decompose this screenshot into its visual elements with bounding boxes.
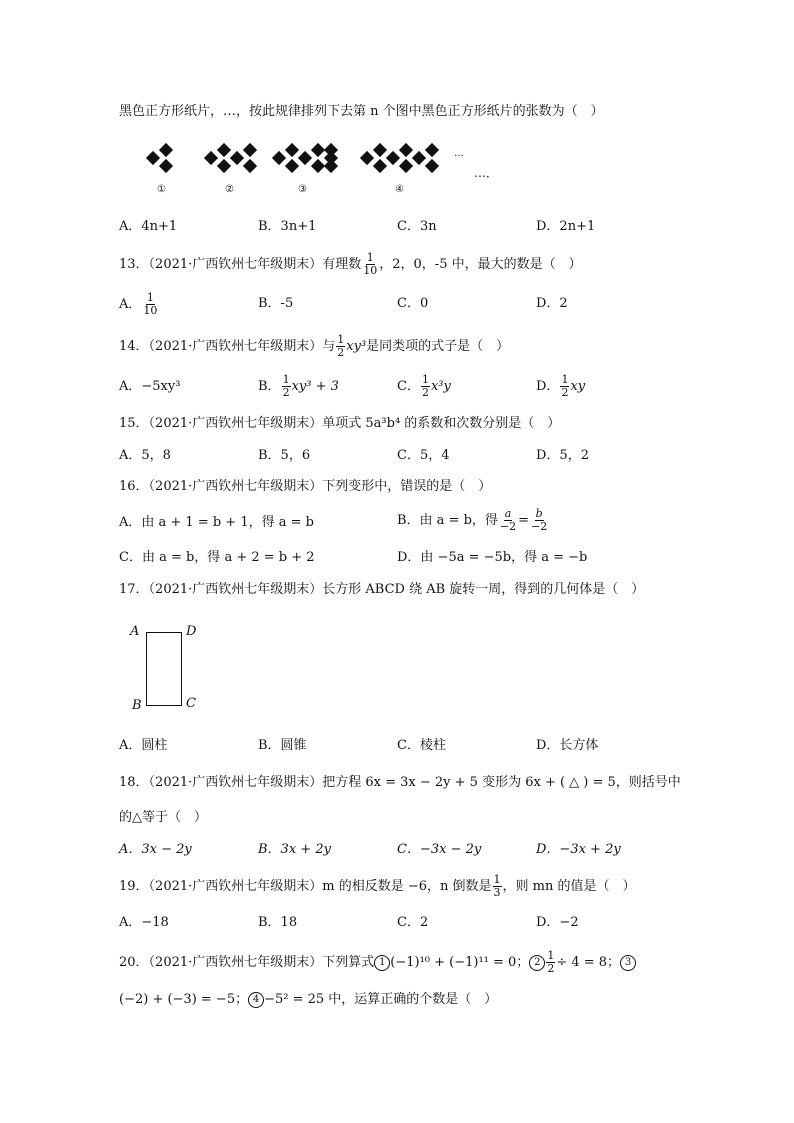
pattern-figure — [140, 140, 499, 200]
black-square — [298, 151, 312, 165]
option-b: B．由 a = b，得 $\frac{a}{-2}$ = $\frac{b}{-2}$ — [397, 507, 548, 533]
option-c: C．3n — [397, 219, 437, 234]
black-square — [285, 143, 299, 157]
option-a: A．由 a + 1 = b + 1，得 a = b — [119, 515, 314, 530]
option-d: D．2 — [536, 296, 568, 311]
option-c: C．−3x − 2y — [397, 842, 482, 857]
rectangle-abcd — [146, 632, 182, 706]
question-16-stem: 16．（2021·广西钦州七年级期末）下列变形中，错误的是（ ） — [119, 479, 492, 494]
option-c: C．2 — [397, 915, 429, 930]
black-square — [272, 151, 286, 165]
black-square — [230, 151, 244, 165]
option-d: D．长方体 — [536, 738, 599, 753]
option-a: A．圆柱 — [119, 738, 168, 753]
option-a: A．4n+1 — [119, 219, 178, 234]
corner-c: C — [186, 696, 196, 711]
black-square — [204, 151, 218, 165]
question-17-stem: 17．（2021·广西钦州七年级期末）长方形 ABCD 绕 AB 旋转一周，得到的几何体是（ ） — [119, 582, 645, 597]
option-b: B．圆锥 — [258, 738, 307, 753]
black-square — [243, 159, 257, 173]
question-14-stem: 14．（2021·广西钦州七年级期末）与 $\frac{1}{2}$ xy³是同类项的式子是（ ） — [119, 333, 510, 359]
question-20-stem-line2: (−2) + (−3) = −5； 4 −5² = 25 中，运算正确的个数是（ ） — [119, 992, 498, 1007]
black-square — [373, 159, 387, 173]
question-13-stem: 13．（2021·广西钦州七年级期末）有理数 $\frac{1}{10}$ ，2，0，-5 中，最大的数是（ ） — [119, 251, 582, 277]
black-square — [146, 151, 160, 165]
option-c: C．5，4 — [397, 448, 450, 463]
option-a: A．5，8 — [119, 448, 171, 463]
figure-label-3: ③ — [298, 184, 307, 195]
black-square — [360, 151, 374, 165]
figure-label-1: ① — [157, 184, 166, 195]
option-d: D．2n+1 — [536, 219, 596, 234]
black-square — [399, 143, 413, 157]
option-d: D．−2 — [536, 915, 579, 930]
rectangle-figure — [130, 622, 210, 717]
black-square — [217, 143, 231, 157]
option-b: B．5，6 — [258, 448, 311, 463]
option-a: A． $\frac{1}{10}$ — [119, 291, 158, 317]
question-15-stem: 15．（2021·广西钦州七年级期末）单项式 5a³b⁴ 的系数和次数分别是（ ） — [119, 416, 561, 431]
option-b: B． $\frac{1}{2}$ xy³ + 3 — [258, 373, 339, 399]
black-square — [399, 159, 413, 173]
black-square — [217, 159, 231, 173]
option-c: C． $\frac{1}{2}$ x³y — [397, 373, 451, 399]
question-18-stem-line2: 的△等于（ ） — [119, 810, 207, 825]
black-square — [159, 143, 173, 157]
corner-a: A — [130, 624, 140, 639]
option-d: D．−3x + 2y — [536, 842, 621, 857]
option-c: C．由 a = b，得 a + 2 = b + 2 — [119, 550, 315, 565]
intro-text: 黑色正方形纸片，…，按此规律排列下去第 n 个图中黑色正方形纸片的张数为（ ） — [119, 104, 604, 119]
black-square — [412, 151, 426, 165]
black-square — [285, 159, 299, 173]
option-d: D．由 −5a = −5b，得 a = −b — [397, 550, 588, 565]
option-b: B．3x + 2y — [258, 842, 331, 857]
option-c: C．棱柱 — [397, 738, 446, 753]
figure-label-2: ② — [225, 184, 234, 195]
black-square — [425, 143, 439, 157]
option-d: D． $\frac{1}{2}$ xy — [536, 373, 586, 399]
option-a: A．3x − 2y — [119, 842, 192, 857]
figure-label-4: ④ — [395, 184, 404, 195]
black-square — [425, 159, 439, 173]
black-square — [159, 159, 173, 173]
black-square — [243, 143, 257, 157]
option-a: A．−18 — [119, 915, 169, 930]
dots: …． — [474, 166, 499, 180]
corner-d: D — [186, 624, 197, 639]
option-b: B．-5 — [258, 296, 294, 311]
black-square — [386, 151, 400, 165]
option-b: B．18 — [258, 915, 298, 930]
question-18-stem-line1: 18．（2021·广西钦州七年级期末）把方程 6x = 3x − 2y + 5 变形为 6x + ( △ ) = 5，则括号中 — [119, 775, 681, 790]
option-c: C．0 — [397, 296, 429, 311]
option-d: D．5，2 — [536, 448, 589, 463]
dots: … — [454, 148, 464, 159]
black-square — [373, 143, 387, 157]
option-b: B．3n+1 — [258, 219, 317, 234]
corner-b: B — [132, 698, 142, 713]
question-20-stem-line1: 20．（2021·广西钦州七年级期末）下列算式 1 (−1)¹⁰ + (−1)¹¹ = 0； 2 $\frac{1}{2}$ ÷ 4 = 8； 3 — [119, 950, 636, 975]
question-19-stem: 19．（2021·广西钦州七年级期末）m 的相反数是 −6，n 倒数是 $\frac{1}{3}$ ，则 mn 的值是（ ） — [119, 873, 636, 899]
option-a: A．−5xy³ — [119, 379, 181, 394]
